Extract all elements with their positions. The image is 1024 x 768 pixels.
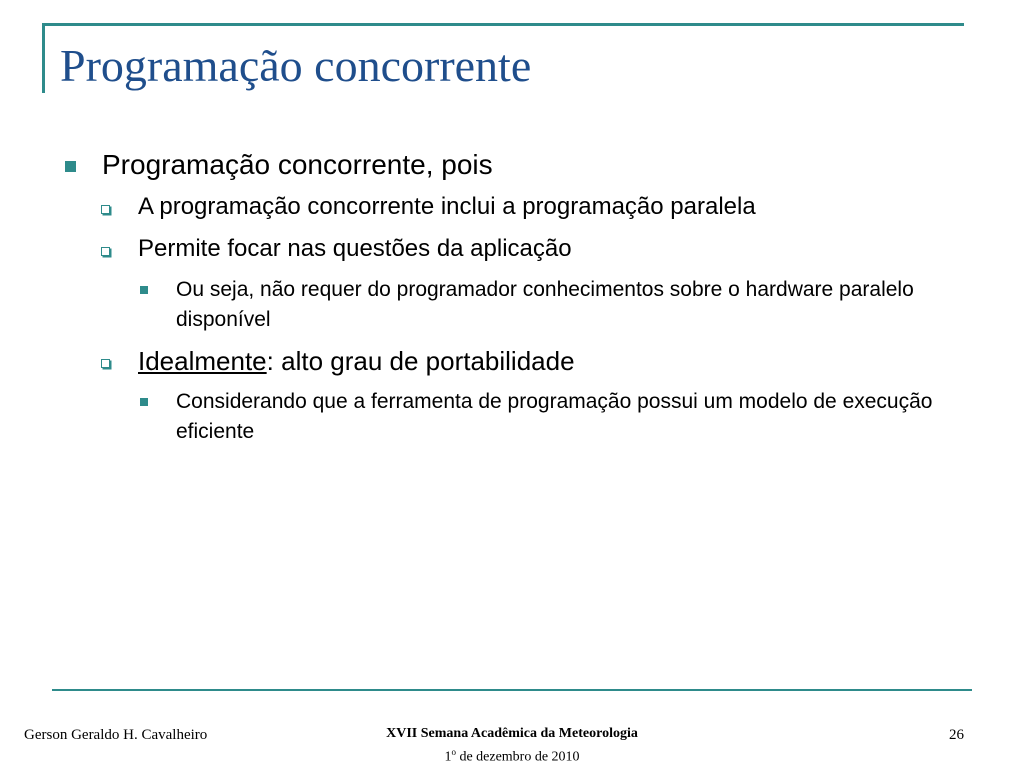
underlined-emphasis: Idealmente: [138, 346, 267, 376]
bullet-text: Considerando que a ferramenta de programação possui um modelo de execução eficiente: [176, 390, 933, 443]
bullet-text: : alto grau de portabilidade: [266, 346, 575, 376]
footer-divider: [52, 689, 972, 691]
footer-date-ordinal: o: [451, 747, 456, 757]
bullet-level3: [64, 387, 964, 447]
bullet-list: [64, 145, 964, 457]
bullet-text: A programação concorrente inclui a programação paralela: [138, 193, 756, 220]
page-number: 26: [949, 727, 964, 743]
bullet-level1: [64, 145, 964, 185]
footer-date: [302, 743, 722, 767]
footer-event: XVII Semana Acadêmica da Meteorologia: [386, 726, 638, 741]
footer-date-rest: de dezembro de 2010: [455, 749, 580, 765]
bullet-hollow-square-icon: [101, 359, 110, 368]
title-accent-bar: [42, 23, 45, 93]
footer-date-day: 1: [444, 749, 452, 765]
bullet-square-icon: [65, 161, 76, 172]
footer-author: Gerson Geraldo H. Cavalheiro: [24, 727, 208, 743]
slide-title: Programação concorrente: [60, 40, 532, 91]
bullet-small-square-icon: [140, 286, 148, 294]
bullet-level2: [64, 191, 964, 223]
bullet-hollow-square-icon: [101, 247, 110, 256]
title-accent-line: [42, 23, 964, 26]
bullet-level2: [64, 345, 964, 377]
bullet-text: Permite focar nas questões da aplicação: [138, 235, 572, 262]
bullet-level2: [64, 233, 964, 265]
footer-event-info: [302, 724, 722, 767]
bullet-hollow-square-icon: [101, 205, 110, 214]
bullet-text: Programação concorrente, pois: [102, 149, 493, 180]
bullet-level3: [64, 275, 964, 335]
bullet-text: Ou seja, não requer do programador conhecimentos sobre o hardware paralelo disponível: [176, 278, 914, 331]
bullet-small-square-icon: [140, 398, 148, 406]
